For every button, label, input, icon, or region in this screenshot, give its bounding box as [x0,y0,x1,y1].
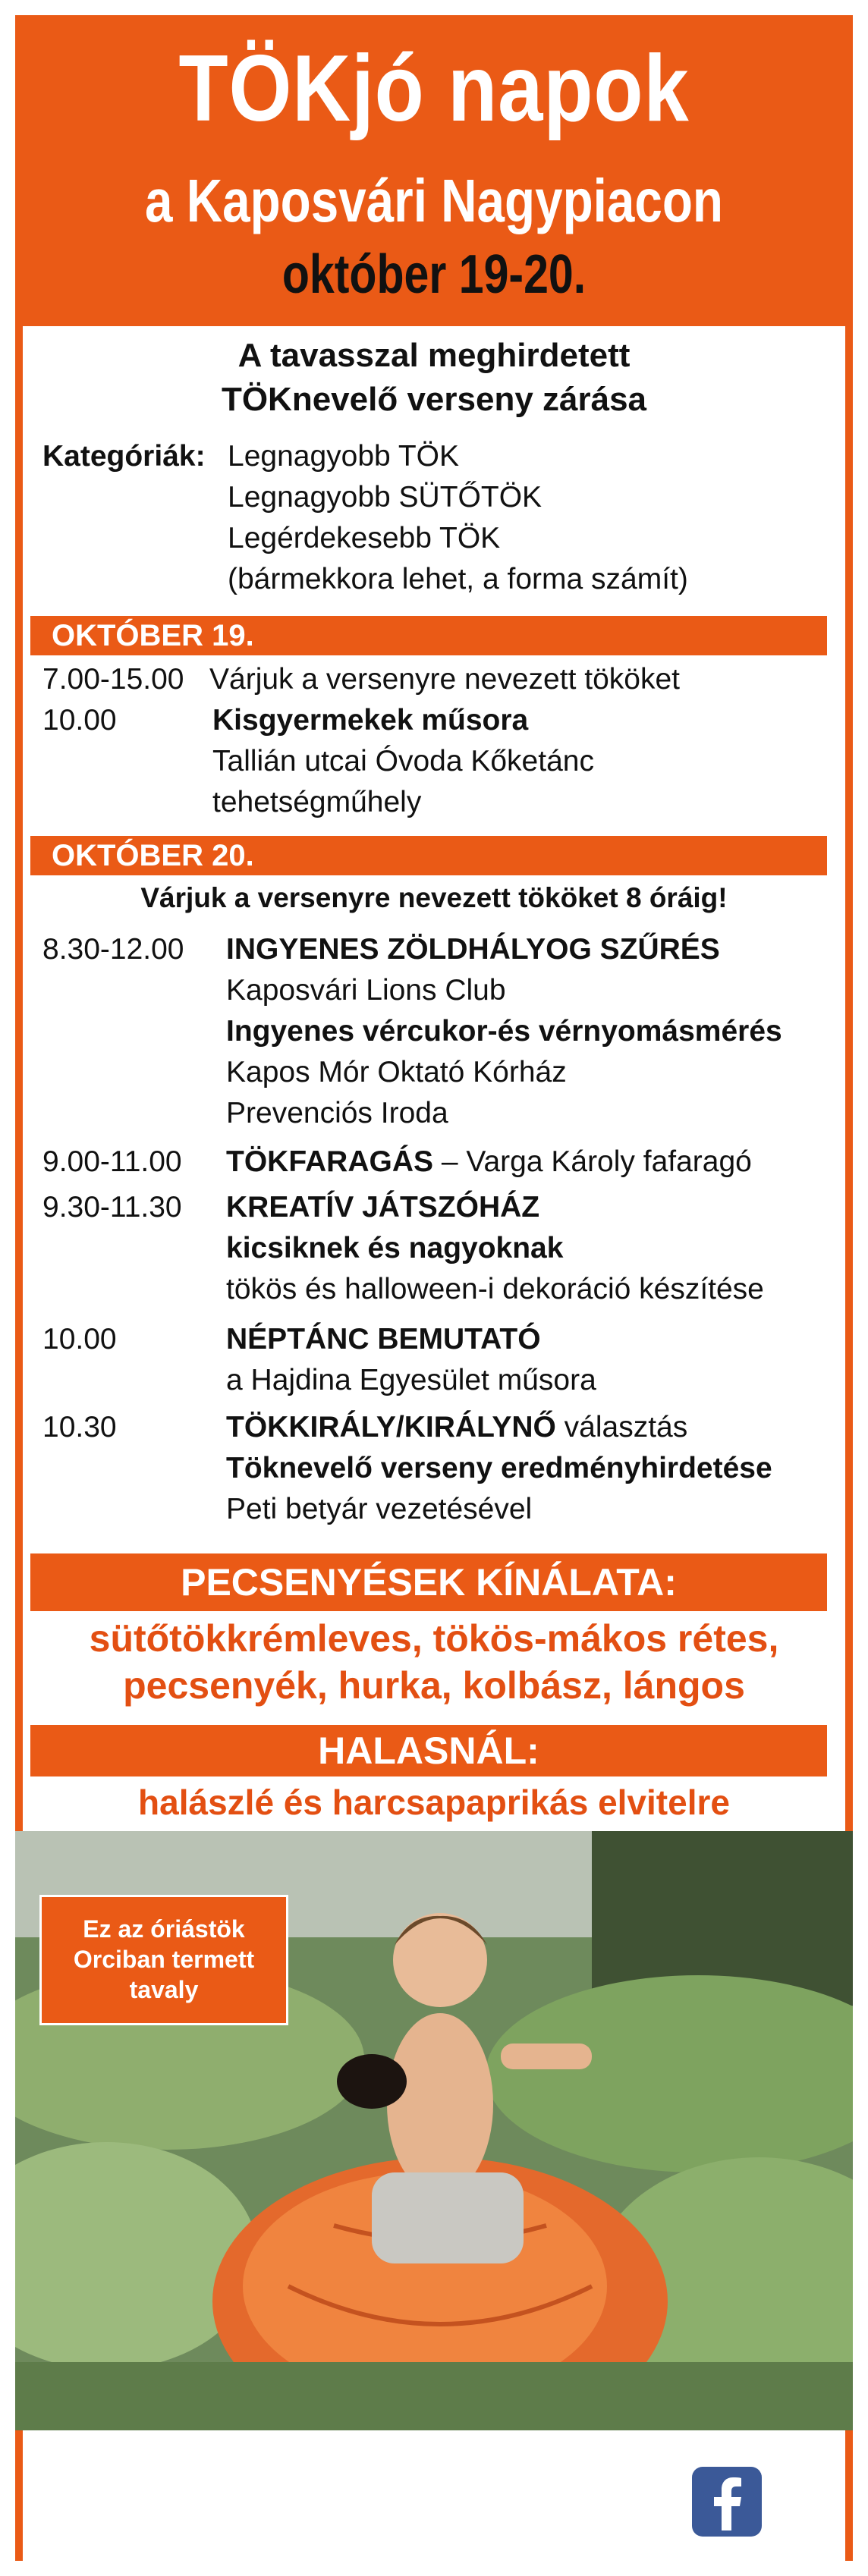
day1-text: Várjuk a versenyre nevezett tököket [209,663,680,696]
schedule-time: 10.00 [42,1323,117,1356]
schedule-item [226,1144,752,1180]
day1-time: 10.00 [42,704,117,737]
schedule-item-bold: TÖKFARAGÁS [226,1145,433,1178]
page-title: TÖKjó napok [178,36,690,141]
schedule-item: KREATÍV JÁTSZÓHÁZ [226,1191,540,1224]
day2-notice: Várjuk a versenyre nevezett tököket 8 óráig! [140,882,728,913]
caption-line: Ez az óriástök [83,1915,245,1943]
food-line-2: pecsenyék, hurka, kolbász, lángos [123,1664,745,1707]
schedule-item: a Hajdina Egyesület műsora [226,1364,596,1396]
day1-time: 7.00-15.00 [42,663,184,696]
schedule-item: NÉPTÁNC BEMUTATÓ [226,1323,541,1356]
schedule-time: 10.30 [42,1411,117,1444]
schedule-item: Kapos Mór Oktató Kórház [226,1056,567,1089]
facebook-glyph [692,2467,762,2537]
schedule-item [226,1409,687,1446]
food-line-1: sütőtökkrémleves, tökös-mákos rétes, [89,1617,779,1660]
day2-band: OKTÓBER 20. [30,836,827,875]
header [15,15,853,326]
category-item: Legnagyobb TÖK [228,440,460,473]
category-item: Legnagyobb SÜTŐTÖK [228,481,542,514]
schedule-item: INGYENES ZÖLDHÁLYOG SZŰRÉS [226,933,720,966]
event-date: október 19-20. [281,244,587,305]
schedule-time: 9.30-11.30 [42,1191,182,1224]
schedule-item: kicsiknek és nagyoknak [226,1232,564,1264]
day1-extra: tehetségműhely [212,786,422,818]
schedule-item: tökös és halloween-i dekoráció készítése [226,1273,764,1305]
schedule-item: Prevenciós Iroda [226,1097,448,1129]
photo-caption [39,1895,288,2025]
caption-line: Orciban termett [73,1946,255,1973]
page-subtitle: a Kaposvári Nagypiacon [145,167,723,234]
schedule-item: Peti betyár vezetésével [226,1493,533,1525]
intro-line-2: TÖKnevelő verseny zárása [221,381,647,418]
schedule-item-rest: – Varga Károly fafaragó [433,1145,752,1178]
intro-line-1: A tavasszal meghirdetett [237,337,631,374]
facebook-icon[interactable] [692,2467,762,2537]
day1-text: Kisgyermekek műsora [212,704,529,737]
fish-band: HALASNÁL: [30,1725,827,1776]
category-item: (bármekkora lehet, a forma számít) [228,563,688,595]
website-link[interactable]: www.nagypiac.hu és [112,2464,678,2528]
fish-line-1: halászlé és harcsapaprikás elvitelre [138,1783,730,1822]
food-band: PECSENYÉSEK KÍNÁLATA: [30,1553,827,1611]
schedule-item: Töknevelő verseny eredményhirdetése [226,1452,772,1484]
caption-line: tavaly [129,1976,199,2003]
schedule-item-bold: TÖKKIRÁLY/KIRÁLYNŐ [226,1411,556,1444]
schedule-item-rest: választás [555,1411,688,1444]
day1-extra: Tallián utcai Óvoda Kőketánc [212,745,594,778]
categories-label: Kategóriák: [42,440,206,473]
schedule-item: Ingyenes vércukor-és vérnyomásmérés [226,1015,782,1048]
schedule-item: Kaposvári Lions Club [226,974,506,1007]
day1-band: OKTÓBER 19. [30,616,827,655]
schedule-time: 8.30-12.00 [42,933,184,966]
category-item: Legérdekesebb TÖK [228,522,501,554]
schedule-time: 9.00-11.00 [42,1145,182,1178]
